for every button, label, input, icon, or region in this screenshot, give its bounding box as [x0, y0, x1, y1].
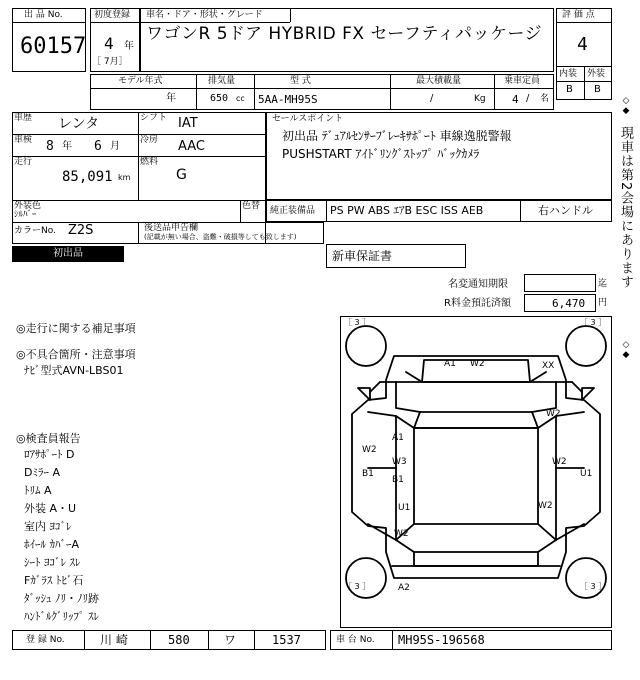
- damage-mark: W2: [552, 457, 567, 467]
- aftermarket-label: 後送品申告欄: [144, 223, 199, 233]
- score-label: 評 価 点: [562, 10, 595, 20]
- fuel-value: G: [176, 167, 187, 183]
- damage-mark: A1: [444, 359, 456, 369]
- lot-number: 60157: [20, 34, 87, 59]
- diagram-marks: [340, 316, 612, 628]
- side-notice-top: ◇◆: [621, 96, 631, 116]
- damage-mark: B1: [362, 469, 374, 479]
- max-load-slash: /: [430, 93, 434, 104]
- side-notice-text: 現車は第2会場にあります: [618, 126, 633, 290]
- reg-area: 川 崎: [100, 633, 128, 647]
- shift-label: シフト: [140, 113, 168, 123]
- recycle-unit: 円: [598, 298, 608, 308]
- side-notice-bottom: ◇◆: [621, 340, 631, 360]
- inspector-item: 室内 ﾖｺﾞﾚ: [24, 520, 72, 533]
- first-reg-month: ［ 7月］: [92, 57, 128, 67]
- reg-number: 1537: [272, 633, 301, 647]
- reg-class: 580: [168, 633, 190, 647]
- inspector-item: 外装 A・U: [24, 502, 77, 515]
- reg-kana: ワ: [224, 633, 237, 647]
- interior-grade: B: [566, 84, 573, 95]
- inspection-year-unit: 年: [62, 141, 72, 152]
- recycle-value: 6,470: [552, 297, 586, 310]
- ext-color-value: ｼﾙﾊﾞｰ: [14, 210, 37, 220]
- mileage-unit: km: [118, 173, 131, 182]
- ac-label: 冷房: [140, 135, 159, 145]
- sales-point-line1: 初出品 ﾃﾞｭｱﾙｾﾝｻｰﾌﾞﾚｰｷｻﾎﾟｰﾄ 車線逸脱警報: [282, 129, 512, 143]
- first-reg-year-unit: 年: [124, 41, 134, 52]
- damage-mark: W2: [538, 501, 553, 511]
- color-no-value: Z2S: [68, 223, 94, 238]
- corner-br: ［ 3 ］: [580, 582, 607, 591]
- capacity-label: 乗車定員: [504, 76, 541, 86]
- inspector-item: ｼｰﾄ ﾖｺﾞﾚ ｽﾚ: [24, 556, 81, 569]
- interior-label: 内装: [559, 69, 578, 79]
- inspector-list: [24, 446, 224, 626]
- inspector-item: ﾛｱｻﾎﾟｰﾄ D: [24, 448, 75, 461]
- ac-value: AAC: [178, 139, 205, 154]
- max-load-label: 最大積載量: [416, 76, 462, 86]
- inspector-item: ﾎｲｰﾙ ｶﾊﾞｰA: [24, 538, 80, 551]
- chassis-label: 車 台 No.: [336, 635, 375, 645]
- capacity-unit: 名: [540, 94, 550, 104]
- corner-tr: ［ 3 ］: [580, 318, 607, 327]
- notice-unit: 迄: [598, 279, 608, 289]
- inspector-item: ﾊﾝﾄﾞﾙｸﾞﾘｯﾌﾟ ｽﾚ: [24, 610, 99, 623]
- damage-mark: A2: [398, 583, 410, 593]
- shift-value: IAT: [178, 116, 198, 131]
- damage-mark: U1: [398, 503, 411, 513]
- defect-item: ﾅﾋﾞ型式AVN-LBS01: [24, 364, 124, 377]
- inspector-item: Fｶﾞﾗｽ ﾄﾋﾞ石: [24, 574, 84, 587]
- first-listing-label: 初出品: [53, 248, 83, 259]
- sales-point-label: セールスポイント: [272, 114, 344, 124]
- history-value: レンタ: [58, 116, 100, 132]
- notice-box: [524, 274, 596, 292]
- displacement-label: 排気量: [208, 76, 236, 86]
- inspector-item: ﾀﾞｯｼｭ ﾉﾘ・ﾉﾘ跡: [24, 592, 99, 605]
- mileage-value: 85,091: [62, 169, 113, 185]
- reg-label: 登 録 No.: [26, 635, 65, 645]
- ext-color-label: 外装色: [14, 201, 42, 211]
- exterior-label: 外装: [587, 69, 606, 79]
- score-value: 4: [577, 34, 588, 55]
- color-change-label: 色替: [242, 201, 261, 211]
- type-label: 型 式: [290, 76, 311, 86]
- steering-value: 右ハンドル: [538, 204, 593, 217]
- notice-label: 名変通知期限: [448, 279, 508, 290]
- equipment-label: 純正装備品: [270, 206, 316, 216]
- inspection-month-unit: 月: [110, 141, 120, 152]
- model-name: ワゴンR 5ドア HYBRID FX セーフティパッケージ: [146, 24, 543, 44]
- model-year-unit: 年: [166, 93, 176, 104]
- corner-tl: ［ 3 ］: [344, 318, 371, 327]
- sales-point-line2: PUSHSTART ｱｲﾄﾞﾘﾝｸﾞｽﾄｯﾌﾟ ﾊﾞｯｸｶﾒﾗ: [282, 147, 480, 161]
- color-no-label: カラーNo.: [14, 226, 56, 236]
- displacement-unit: cc: [236, 94, 245, 103]
- capacity-slash: /: [526, 93, 530, 104]
- corner-bl: ［ 3 ］: [344, 582, 371, 591]
- inspection-label: 車検: [14, 135, 33, 145]
- warranty-value: 新車保証書: [332, 249, 393, 263]
- damage-mark: U1: [580, 469, 593, 479]
- damage-mark: W2: [362, 445, 377, 455]
- lot-label: 出 品 No.: [24, 10, 63, 20]
- damage-mark: XX: [542, 361, 555, 371]
- first-reg-year: 4: [104, 34, 114, 53]
- inspection-month: 6: [94, 139, 102, 154]
- max-load-unit: Kg: [474, 94, 486, 104]
- damage-mark: A1: [392, 433, 404, 443]
- first-reg-label: 初度登録: [94, 10, 131, 20]
- displacement-value: 650: [210, 93, 229, 104]
- damage-mark: W3: [392, 457, 407, 467]
- defect-title: ◎不具合箇所・注意事項: [16, 348, 136, 361]
- type-value: 5AA-MH95S: [258, 93, 318, 106]
- model-label: 車名・ドア・形状・グレード: [146, 10, 263, 20]
- driving-title: ◎走行に関する補足事項: [16, 322, 136, 335]
- damage-mark: B1: [392, 475, 404, 485]
- equipment-value: PS PW ABS ｴｱB ESC ISS AEB: [330, 204, 484, 217]
- chassis-value: MH95S-196568: [398, 633, 485, 647]
- inspector-item: Dﾐﾗｰ A: [24, 466, 60, 479]
- aftermarket-note: (記載が無い場合、盗難・破損等しても致します): [144, 233, 297, 241]
- mileage-label: 走行: [14, 157, 33, 167]
- history-label: 車歴: [14, 113, 33, 123]
- capacity-value: 4: [512, 93, 519, 106]
- recycle-label: R料金預託済額: [444, 298, 511, 309]
- fuel-label: 燃料: [140, 157, 159, 167]
- inspector-item: ﾄﾘﾑ A: [24, 484, 52, 497]
- inspection-year: 8: [46, 139, 54, 154]
- side-notice: [614, 96, 636, 364]
- damage-mark: W2: [546, 409, 561, 419]
- damage-mark: W2: [470, 359, 485, 369]
- inspector-title: ◎検査員報告: [16, 432, 81, 445]
- exterior-grade: B: [594, 84, 601, 95]
- model-year-label: モデル年式: [118, 76, 163, 86]
- damage-mark: W2: [394, 529, 409, 539]
